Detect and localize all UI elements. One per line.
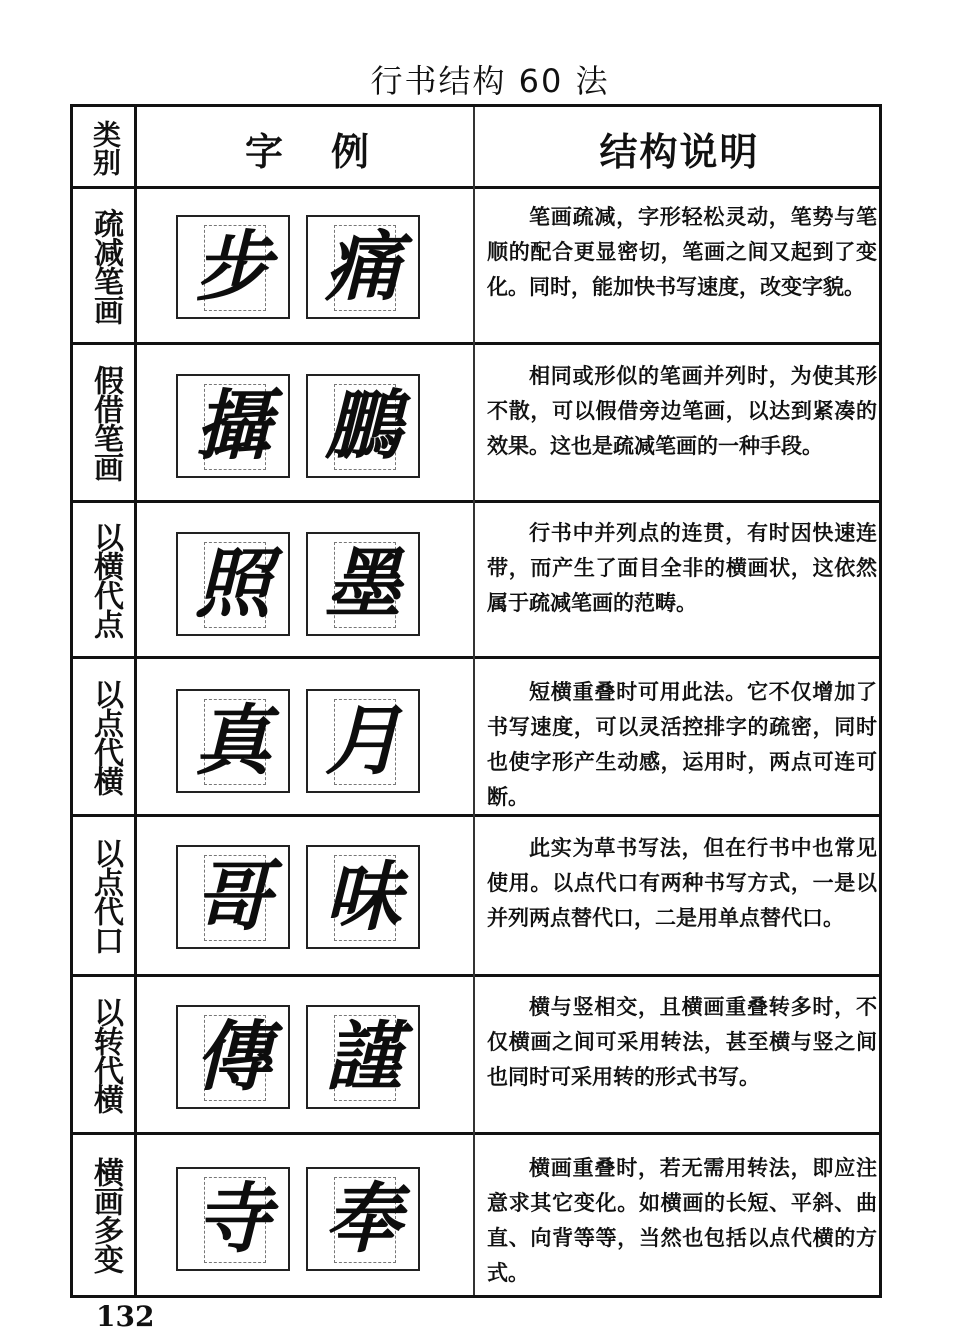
char-example: 月 (325, 696, 401, 785)
char-example: 鵬 (325, 381, 401, 470)
char-example-box (176, 845, 290, 949)
header-examples: 字例 (244, 129, 417, 174)
category-label: 横画多变 (88, 1157, 123, 1273)
char-example: 照 (195, 539, 271, 628)
char-example: 哥 (195, 852, 271, 941)
row-description: 横与竖相交，且横画重叠转多时，不仅横画之间可采用转法，甚至横与竖之间也同时可采用转的形式书写。 (487, 994, 877, 1089)
row-category (73, 977, 137, 1132)
row-category (73, 503, 137, 656)
char-example: 墨 (325, 539, 401, 628)
row-description: 短横重叠时可用此法。它不仅增加了书写速度，可以灵活控排字的疏密，同时也使字形产生动感，运用时，两点可连可断。 (487, 679, 877, 809)
page-number: 132 (96, 1300, 155, 1333)
row-description: 此实为草书写法，但在行书中也常见使用。以点代口有两种书写方式，一是以并列两点替代口，二是用单点替代口。 (487, 835, 877, 930)
row-divider (73, 974, 879, 977)
structure-table (70, 104, 882, 1298)
category-label: 以转代横 (88, 996, 123, 1113)
char-example: 寺 (195, 1174, 271, 1263)
char-example: 攝 (195, 381, 271, 470)
char-example-box (176, 1167, 290, 1271)
row-description: 横画重叠时，若无需用转法，即应注意求其它变化。如横画的长短、平斜、曲直、向背等等，当然也包括以点代横的方式。 (487, 1155, 877, 1285)
row-divider (73, 342, 879, 345)
category-label: 以点代口 (88, 837, 123, 954)
char-example-box (306, 374, 420, 478)
char-example-box (306, 532, 420, 636)
char-example-box (306, 689, 420, 793)
char-example-box (176, 532, 290, 636)
page-title: 行书结构 60 法 (370, 62, 610, 100)
char-example: 傳 (195, 1012, 271, 1101)
char-example-box (176, 689, 290, 793)
char-example-box (306, 1167, 420, 1271)
char-example: 痛 (325, 222, 401, 311)
row-description: 行书中并列点的连贯，有时因快速连带，而产生了面目全非的横画状，这依然属于疏减笔画的范畴。 (487, 520, 877, 615)
row-category (73, 659, 137, 814)
char-example-box (306, 845, 420, 949)
row-divider (73, 500, 879, 503)
row-category (73, 345, 137, 500)
category-label: 以点代横 (88, 678, 123, 795)
column-divider (473, 107, 475, 1295)
category-label: 假借笔画 (88, 364, 123, 481)
row-divider (73, 814, 879, 817)
row-category (73, 189, 137, 342)
char-example: 奉 (325, 1174, 401, 1263)
char-example-box (176, 215, 290, 319)
header-description: 结构说明 (599, 129, 760, 174)
char-example: 步 (195, 222, 271, 311)
char-example-box (176, 374, 290, 478)
char-example: 真 (195, 696, 271, 785)
row-description: 相同或形似的笔画并列时，为使其形不散，可以假借旁边笔画，以达到紧凑的效果。这也是疏减笔画的一种手段。 (487, 363, 877, 458)
header-category: 类别 (89, 120, 122, 176)
row-category (73, 817, 137, 974)
category-label: 疏减笔画 (88, 207, 123, 324)
char-example: 味 (325, 852, 401, 941)
char-example-box (306, 1005, 420, 1109)
category-label: 以横代点 (88, 521, 123, 638)
row-description: 笔画疏减，字形轻松灵动，笔势与笔顺的配合更显密切，笔画之间又起到了变化。同时，能加快书写速度，改变字貌。 (487, 204, 877, 299)
char-example-box (176, 1005, 290, 1109)
char-example-box (306, 215, 420, 319)
row-divider (73, 1132, 879, 1135)
row-divider (73, 656, 879, 659)
char-example: 謹 (325, 1012, 401, 1101)
row-category (73, 1135, 137, 1295)
